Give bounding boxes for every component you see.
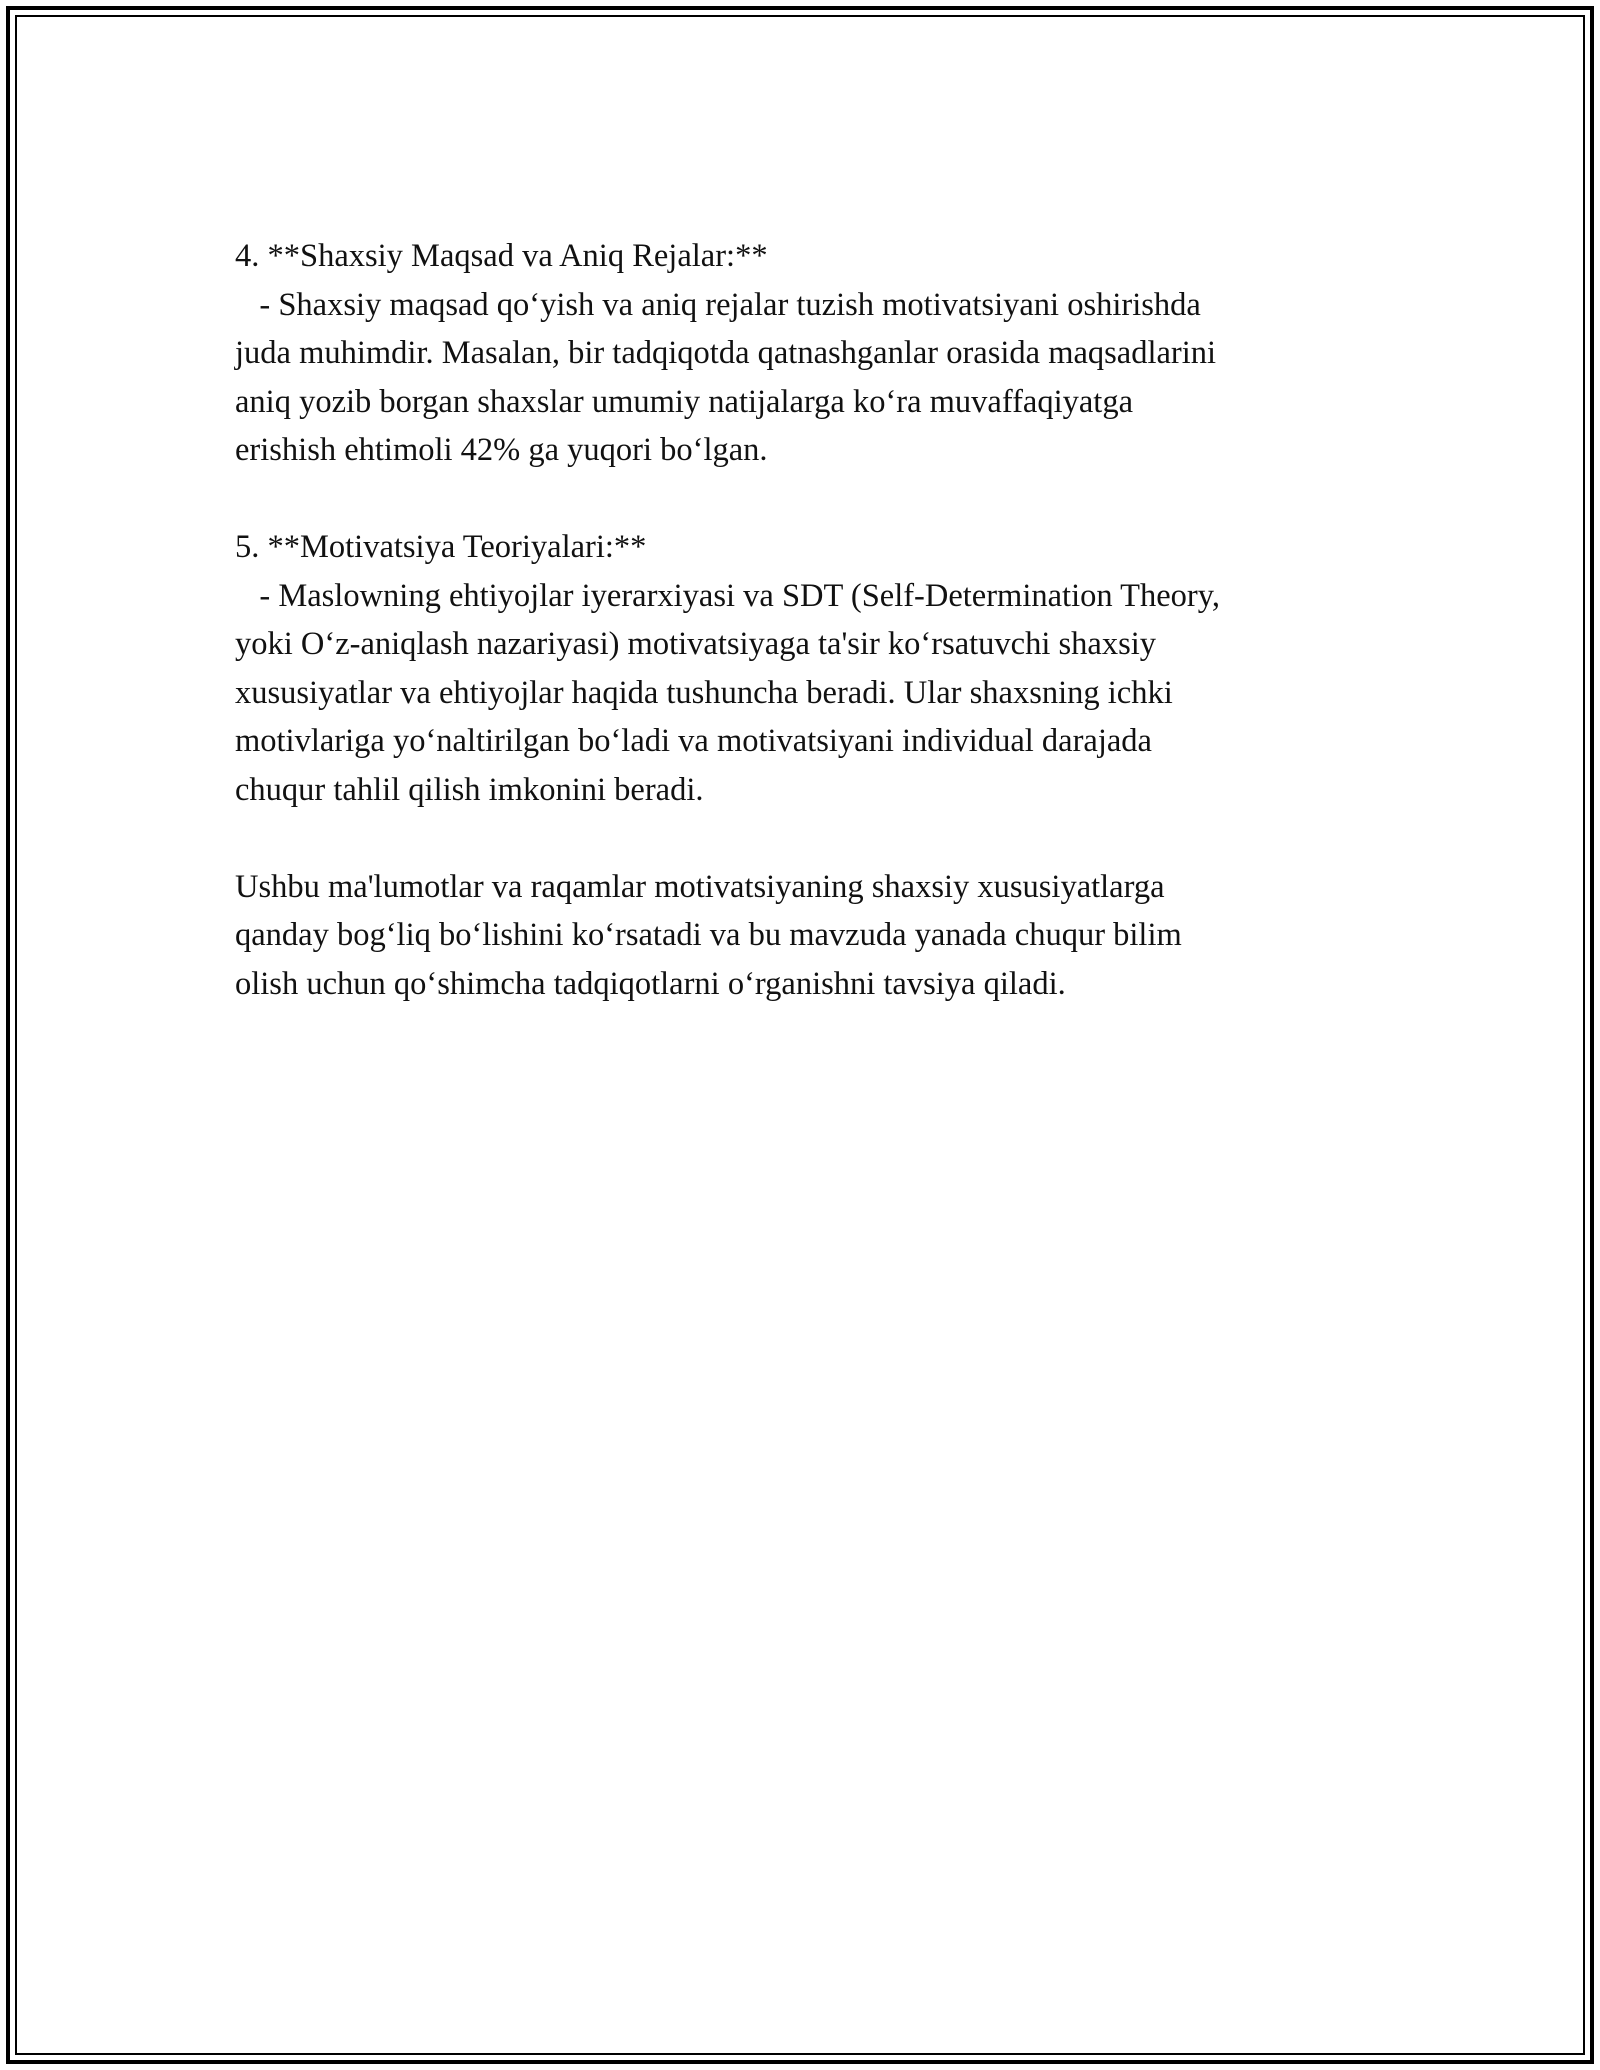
document-body	[235, 232, 1365, 1008]
paragraph-line: qanday bog‘liq bo‘lishini ko‘rsatadi va bu mavzuda yanada chuqur bilim	[235, 917, 1182, 953]
paragraph-line: Ushbu ma'lumotlar va raqamlar motivatsiyaning shaxsiy xususiyatlarga	[235, 868, 1165, 905]
paragraph-line: aniq yozib borgan shaxslar umumiy natijalarga ko‘ra muvaffaqiyatga	[235, 383, 1134, 420]
section-heading: 5. **Motivatsiya Teoriyalari:**	[235, 529, 647, 565]
section-4	[235, 232, 1365, 475]
paragraph-line: - Shaxsiy maqsad qo‘yish va aniq rejalar tuzish motivatsiyani oshirishda	[235, 286, 1201, 323]
paragraph-line: - Maslowning ehtiyojlar iyerarxiyasi va SDT (Self-Determination Theory,	[235, 577, 1220, 614]
paragraph-line: erishish ehtimoli 42% ga yuqori bo‘lgan.	[235, 432, 768, 468]
paragraph-line: chuqur tahlil qilish imkonini beradi.	[235, 771, 704, 808]
paragraph-line: olish uchun qo‘shimcha tadqiqotlarni o‘rganishni tavsiya qiladi.	[235, 965, 1066, 1002]
conclusion-paragraph	[235, 863, 1365, 1009]
paragraph-line: xususiyatlar va ehtiyojlar haqida tushuncha beradi. Ular shaxsning ichki	[235, 674, 1173, 711]
section-heading: 4. **Shaxsiy Maqsad va Aniq Rejalar:**	[235, 238, 768, 274]
paragraph-spacer	[235, 475, 1365, 524]
paragraph-line: yoki O‘z-aniqlash nazariyasi) motivatsiyaga ta'sir ko‘rsatuvchi shaxsiy	[235, 626, 1157, 662]
section-5	[235, 523, 1365, 814]
paragraph-line: juda muhimdir. Masalan, bir tadqiqotda qatnashganlar orasida maqsadlarini	[235, 335, 1217, 371]
paragraph-line: motivlariga yo‘naltirilgan bo‘ladi va motivatsiyani individual darajada	[235, 723, 1152, 759]
paragraph-spacer	[235, 814, 1365, 863]
